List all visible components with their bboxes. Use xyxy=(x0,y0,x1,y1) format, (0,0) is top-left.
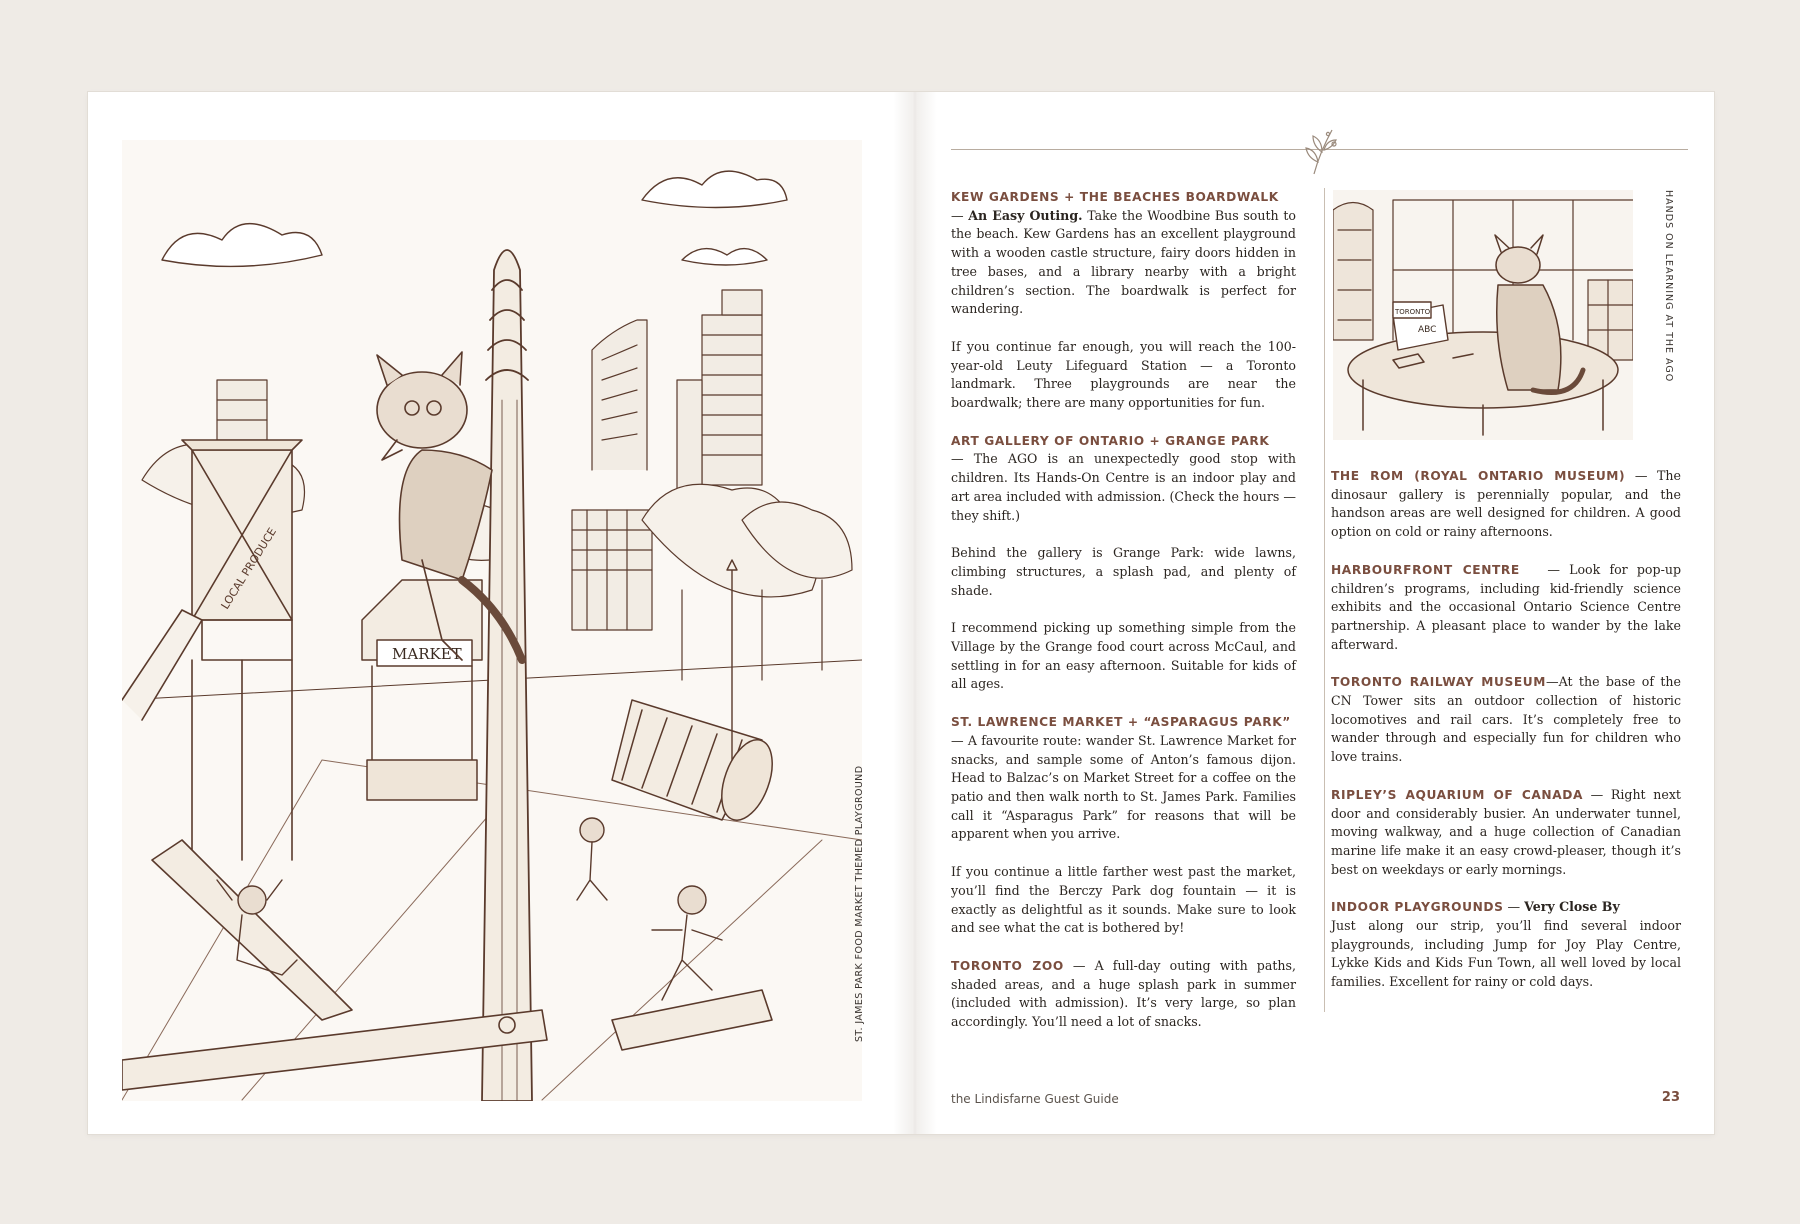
entry-dash: — xyxy=(951,207,969,223)
entry-paragraph: Take the Woodbine Bus south to the beach. Kew Gardens has an excellent playground with a wooden castle structure, fairy doors hidden in tree bases, and a library nearby with a bright children’s section. The boardwalk is perfect for wandering. xyxy=(951,207,1296,317)
entry-paragraph: I recommend picking up something simple from the Village by the Grange food court across McCaul, and settling in for an easy afternoon. Suitable for kids of all ages. xyxy=(951,620,1296,692)
left-text-column xyxy=(951,188,1296,1051)
entry-paragraph: —At the base of the CN Tower sits an outdoor collection of historic locomotives and rail cars. It’s completely free to wander through and especially fun for children who love trains. xyxy=(1331,674,1681,765)
entry-heading: TORONTO RAILWAY MUSEUM xyxy=(1331,675,1547,690)
entry-paragraph: — Look for pop-up children’s programs, including kid-friendly science exhibits and the occasional Ontario Science Centre partnership. A pleasant place to wander by the lake afterward. xyxy=(1331,561,1686,652)
page-number: 23 xyxy=(1661,1090,1680,1105)
asparagus-pole xyxy=(482,250,532,1101)
toronto-sign-text: TORONTO xyxy=(1395,308,1431,316)
playground-illustration xyxy=(122,140,862,1101)
leaf-sprig-icon xyxy=(1298,122,1342,178)
entry-paragraph: — The AGO is an unexpectedly good stop with children. Its Hands-On Centre is an indoor play and art area included with admission. (Check the hours — they shift.) xyxy=(951,451,1296,523)
entry-heading: ART GALLERY OF ONTARIO + GRANGE PARK xyxy=(951,433,1270,448)
entry-st-lawrence xyxy=(951,713,1296,938)
ago-illustration xyxy=(1333,190,1633,440)
illustration-caption: ST. JAMES PARK FOOD MARKET THEMED PLAYGROUND xyxy=(854,765,865,1042)
entry-subtitle: Very Close By xyxy=(1524,899,1620,915)
entry-kew-gardens xyxy=(951,188,1296,413)
entry-paragraph: — The dinosaur gallery is perennially popular, and the handson areas are well designed for children. A good option on cold or rainy afternoons. xyxy=(1331,468,1681,540)
entry-heading: THE ROM (ROYAL ONTARIO MUSEUM) xyxy=(1331,469,1626,483)
column-divider xyxy=(1324,188,1325,1012)
page-gutter xyxy=(893,92,937,1134)
entry-heading: RIPLEY’S AQUARIUM OF CANADA xyxy=(1331,787,1583,802)
entry-heading: ST. LAWRENCE MARKET + “ASPARAGUS PARK” xyxy=(951,715,1291,730)
entry-indoor-playgrounds: INDOOR PLAYGROUNDS — Very Close By Just along our strip, you’ll find several indoor playgrounds, including Jump for Joy Play Centre, Lykke Kids and Kids Fun Town, all well loved by local families. Excellent for rainy or cold days. xyxy=(1331,899,1681,990)
header-rule-left xyxy=(951,149,1353,150)
header-rule-right xyxy=(1340,149,1688,150)
entry-paragraph: — A favourite route: wander St. Lawrence Market for snacks, and sample some of Anton’s famous dijon. Head to Balzac’s on Market Street for a coffee on the patio and then walk north to St. James Park. Families call it “Asparagus Park” for reasons that will be apparent when you arrive. xyxy=(951,732,1296,842)
market-sign-text: MARKET xyxy=(392,645,462,663)
entry-heading: HARBOURFRONT CENTRE xyxy=(1331,562,1520,577)
ago-illustration-caption: HANDS ON LEARNING AT THE AGO xyxy=(1663,190,1674,383)
entry-paragraph: — Right next door and considerably busier. An underwater tunnel, moving walkway, and a huge collection of Canadian marine life make it an easy crowd-pleaser, though it’s best on weekdays or early mornings. xyxy=(1331,786,1681,877)
entry-paragraph: If you continue far enough, you will reach the 100-year-old Leuty Lifeguard Station — a Toronto landmark. Three playgrounds are near the boardwalk; there are many opportunities for fun. xyxy=(951,338,1296,411)
entry-heading: INDOOR PLAYGROUNDS xyxy=(1331,900,1504,915)
entry-paragraph: Behind the gallery is Grange Park: wide lawns, climbing structures, a splash pad, and plenty of shade. xyxy=(951,545,1296,598)
entry-subtitle: An Easy Outing. xyxy=(968,207,1083,223)
entry-paragraph: Just along our strip, you’ll find several indoor playgrounds, including Jump for Joy Play Centre, Lykke Kids and Kids Fun Town, all well loved by local families. Excellent for rainy or cold days. xyxy=(1331,918,1681,990)
right-text-column xyxy=(1331,467,1686,1011)
entry-heading: KEW GARDENS + THE BEACHES BOARDWALK xyxy=(951,190,1279,204)
publication-footer: the Lindisfarne Guest Guide xyxy=(951,1092,1119,1106)
entry-ago xyxy=(951,432,1296,694)
entry-paragraph: — A full-day outing with paths, shaded areas, and a huge splash park in summer (included with admission). It’s very large, so plan accordingly. You’ll need a lot of snacks. xyxy=(951,957,1296,1030)
entry-railway-museum xyxy=(1331,673,1681,767)
entry-rom xyxy=(1331,467,1681,542)
entry-paragraph: If you continue a little farther west past the market, you’ll find the Berczy Park dog fountain — it is exactly as delightful as it sounds. Make sure to look and see what the cat is bothered by! xyxy=(951,864,1296,936)
entry-toronto-zoo xyxy=(951,957,1296,1032)
abc-blocks-text: ABC xyxy=(1418,325,1437,335)
entry-heading: TORONTO ZOO xyxy=(951,958,1064,973)
entry-harbourfront xyxy=(1331,561,1686,655)
magazine-spread xyxy=(88,92,1714,1134)
entry-ripleys xyxy=(1331,786,1681,880)
produce-sign-text: LOCAL PRODUCE xyxy=(218,525,279,612)
